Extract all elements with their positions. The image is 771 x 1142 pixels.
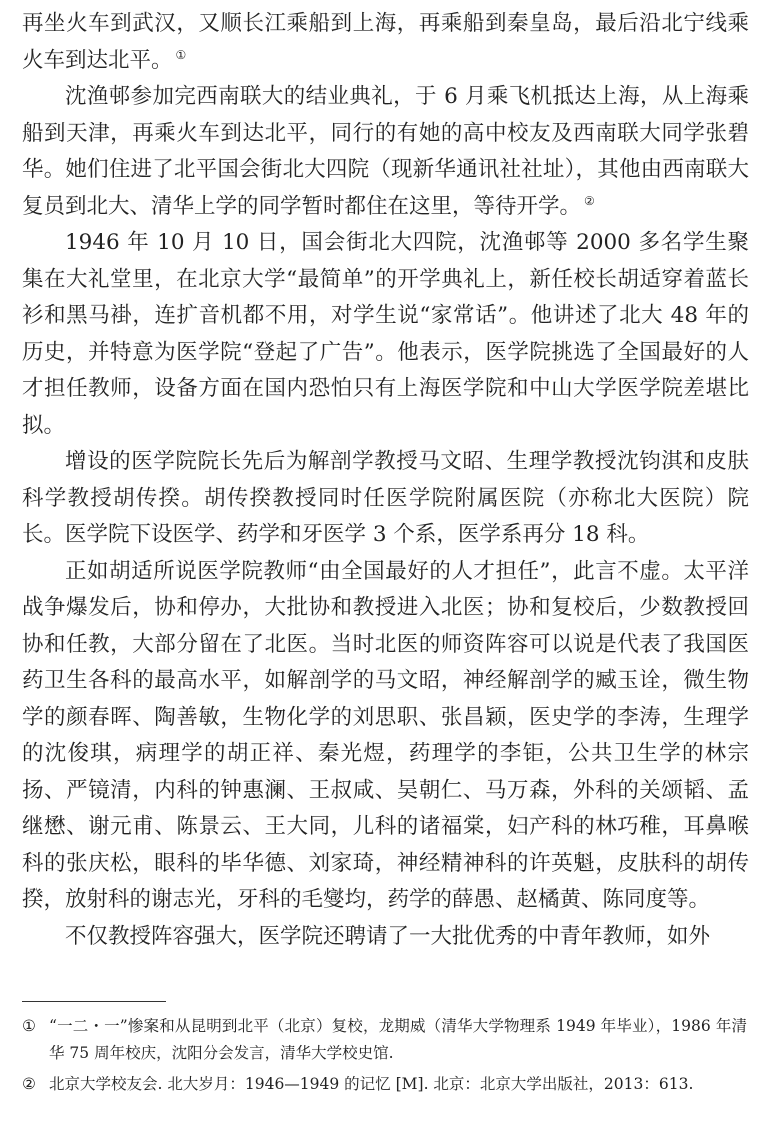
footnote-marker-1: ① (22, 1017, 36, 1035)
footnote-ref-1[interactable]: ① (175, 47, 187, 62)
body-paragraph-0: 再坐火车到武汉，又顺长江乘船到上海，再乘船到秦皇岛，最后沿北宁线乘火车到达北平。 ① (22, 11, 749, 73)
body-paragraph-2: 1946 年 10 月 10 日，国会街北大四院，沈渔邨等 2000 多名学生聚集在大礼堂里，在北京大学“最简单”的开学典礼上，新任校长胡适穿着蓝长衫和黑马褂，连扩音机都不用，对学生说“家常话”。他讲述了北大 48 年的历史，并特意为医学院“登起了广告”。他表示，医学院挑选了全国最好的人才担任教师，设备方面在国内恐怕只有上海医学院和中山大学医学院差堪比拟。 (22, 230, 749, 438)
footnote-2 (22, 1071, 747, 1098)
body-paragraph-1: 沈渔邨参加完西南联大的结业典礼，于 6 月乘飞机抵达上海，从上海乘船到天津，再乘火车到达北平，同行的有她的高中校友及西南联大同学张碧华。她们住进了北平国会街北大四院（现新华通讯社社址），其他由西南联大复员到北大、清华上学的同学暂时都住在这里，等待开学。 ② (22, 84, 749, 219)
footnote-ref-2[interactable]: ② (584, 193, 595, 208)
footnote-text-1: “一二・一”惨案和从昆明到北平（北京）复校，龙期威（清华大学物理系 1949 年毕业），1986 年清华 75 周年校庆，沈阳分会发言，清华大学校史馆. (49, 1017, 747, 1062)
footnotes (22, 1013, 747, 1102)
body-paragraph-4: 正如胡适所说医学院教师“由全国最好的人才担任”，此言不虚。太平洋战争爆发后，协和停办，大批协和教授进入北医；协和复校后，少数教授回协和任教，大部分留在了北医。当时北医的师资阵容可以说是代表了我国医药卫生各科的最高水平，如解剖学的马文昭，神经解剖学的臧玉诠，微生物学的颜春晖、陶善敏，生物化学的刘思职、张昌颖，医史学的李涛，生理学的沈俊琪，病理学的胡正祥、秦光煜，药理学的李钜，公共卫生学的林宗扬、严镜清，内科的钟惠澜、王叔咸、吴朝仁、马万森，外科的关颂韬、孟继懋、谢元甫、陈景云、王大同，儿科的诸福棠，妇产科的林巧稚，耳鼻喉科的张庆松，眼科的毕华德、刘家琦，神经精神科的许英魁，皮肤科的胡传揆，放射科的谢志光，牙科的毛燮均，药学的薛愚、赵橘黄、陈同度等。 (22, 558, 749, 912)
footnote-divider (22, 1001, 166, 1002)
body-paragraph-5: 不仅教授阵容强大，医学院还聘请了一大批优秀的中青年教师，如外 (65, 923, 711, 949)
footnote-text-2: 北京大学校友会. 北大岁月：1946—1949 的记忆 [M]. 北京：北京大学出版社，2013：613. (49, 1075, 694, 1093)
footnote-marker-2: ② (22, 1075, 36, 1093)
footnote-1 (22, 1013, 747, 1067)
body-paragraph-3: 增设的医学院院长先后为解剖学教授马文昭、生理学教授沈钧淇和皮肤科学教授胡传揆。胡传揆教授同时任医学院附属医院（亦称北大医院）院长。医学院下设医学、药学和牙医学 3 个系，医学系再分 18 科。 (22, 449, 749, 547)
